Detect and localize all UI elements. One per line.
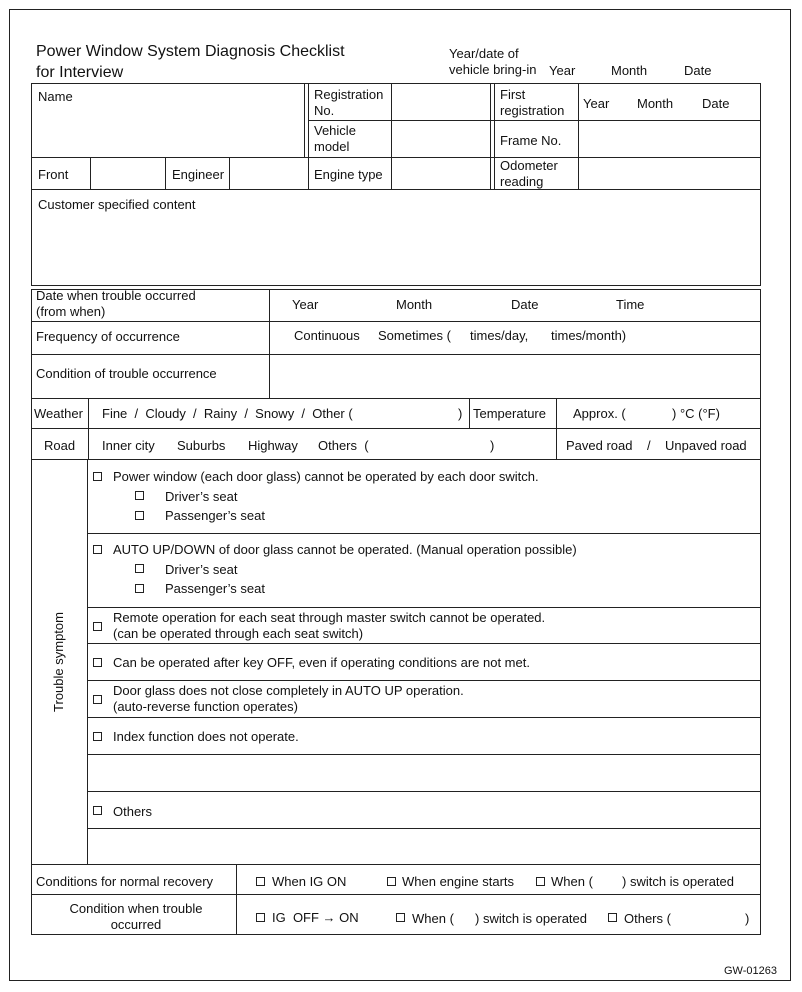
weather-options: Fine / Cloudy / Rainy / Snowy / Other ( — [102, 406, 353, 421]
temperature-label: Temperature — [473, 406, 546, 421]
first-registration-line-2: registration — [500, 103, 565, 119]
symptom-6-checkbox[interactable] — [93, 732, 102, 741]
trouble-date: Date — [511, 297, 539, 312]
bring-in-year: Year — [549, 63, 576, 78]
recovery-when-open: When ( — [551, 874, 593, 889]
symptom-2-checkbox[interactable] — [93, 545, 102, 554]
recovery-engine-starts-checkbox[interactable] — [387, 877, 396, 886]
road-others: Others ( — [318, 438, 369, 453]
trouble-occurred-line-2: occurred — [110, 917, 162, 933]
odometer-line-2: reading — [500, 174, 544, 190]
weather-label: Weather — [34, 406, 83, 421]
symptom-2-passenger-checkbox[interactable] — [135, 584, 144, 593]
trouble-month: Month — [396, 297, 433, 312]
bring-in-label — [449, 46, 536, 79]
symptom-2-passenger-text: Passenger’s seat — [165, 581, 265, 596]
first-registration-line-1: First — [500, 87, 526, 102]
symptom-4-text: Can be operated after key OFF, even if operating conditions are not met. — [113, 655, 530, 670]
occurred-when-open: When ( — [412, 911, 454, 926]
symptom-1-driver-checkbox[interactable] — [135, 491, 144, 500]
odometer-line-1: Odometer — [500, 158, 558, 173]
symptom-3-line-2: (can be operated through each seat switch) — [113, 626, 364, 642]
registration-no-label — [314, 87, 383, 120]
road-highway: Highway — [248, 438, 298, 453]
trouble-date-label — [36, 288, 196, 321]
symptom-5-text — [113, 683, 464, 716]
bring-in-date: Date — [684, 63, 712, 78]
occurred-ig-off-text: IG OFF → ON — [272, 910, 359, 925]
engineer-label: Engineer — [172, 167, 225, 182]
symptom-3-checkbox[interactable] — [93, 622, 102, 631]
title-line-2: for Interview — [36, 64, 124, 81]
frequency-continuous: Continuous — [294, 328, 360, 343]
name-label: Name — [38, 89, 73, 104]
first-registration-label — [500, 87, 564, 120]
recovery-ig-on-text: When IG ON — [272, 874, 347, 889]
temperature-unit: ) °C (°F) — [672, 406, 720, 421]
trouble-year: Year — [292, 297, 319, 312]
recovery-engine-starts-text: When engine starts — [402, 874, 515, 889]
weather-other-close: ) — [458, 406, 463, 421]
first-registration-date: Date — [702, 96, 730, 111]
symptom-3-text — [113, 610, 545, 643]
symptom-5-line-2: (auto-reverse function operates) — [113, 699, 298, 715]
vehicle-model-label — [314, 123, 356, 156]
first-registration-month: Month — [637, 96, 674, 111]
occurred-ig-off-checkbox[interactable] — [256, 913, 265, 922]
occurred-switch-operated: ) switch is operated — [475, 911, 587, 926]
trouble-occurred-label — [36, 901, 236, 934]
symptom-2-driver-checkbox[interactable] — [135, 564, 144, 573]
bring-in-label-line-1: Year/date of — [449, 46, 519, 61]
symptom-2-text: AUTO UP/DOWN of door glass cannot be operated. (Manual operation possible) — [113, 542, 577, 557]
checklist-title — [36, 41, 345, 83]
road-paved-unpaved: Paved road / Unpaved road — [566, 438, 747, 453]
recovery-ig-on-checkbox[interactable] — [256, 877, 265, 886]
occurred-others-close: ) — [745, 911, 750, 926]
symptom-4-checkbox[interactable] — [93, 658, 102, 667]
temperature-approx: Approx. ( — [573, 406, 626, 421]
vehicle-model-line-2: model — [314, 139, 350, 155]
symptom-1-checkbox[interactable] — [93, 472, 102, 481]
registration-no-line-2: No. — [314, 103, 335, 119]
trouble-date-line-1: Date when trouble occurred — [36, 288, 196, 303]
road-suburbs: Suburbs — [177, 438, 226, 453]
vehicle-model-line-1: Vehicle — [314, 123, 356, 138]
occurred-others-open: Others ( — [624, 911, 671, 926]
front-label: Front — [38, 167, 69, 182]
road-label: Road — [44, 438, 76, 453]
symptom-5-line-1: Door glass does not close completely in AUTO UP operation. — [113, 683, 464, 698]
road-inner-city: Inner city — [102, 438, 155, 453]
symptom-1-passenger-checkbox[interactable] — [135, 511, 144, 520]
occurred-switch-checkbox[interactable] — [396, 913, 405, 922]
frequency-times-day: times/day, — [470, 328, 529, 343]
symptom-1-driver-text: Driver’s seat — [165, 489, 238, 504]
road-others-close: ) — [490, 438, 495, 453]
bring-in-month: Month — [611, 63, 648, 78]
engine-type-label: Engine type — [314, 167, 383, 182]
registration-no-line-1: Registration — [314, 87, 384, 102]
trouble-symptom-side-label: Trouble symptom — [51, 612, 66, 712]
odometer-label — [500, 158, 558, 191]
frequency-times-month: times/month) — [551, 328, 627, 343]
symptom-1-text: Power window (each door glass) cannot be operated by each door switch. — [113, 469, 539, 484]
trouble-date-line-2: (from when) — [36, 304, 106, 320]
condition-occurrence-label: Condition of trouble occurrence — [36, 366, 217, 381]
customer-content-label: Customer specified content — [38, 197, 196, 212]
frequency-sometimes: Sometimes ( — [378, 328, 451, 343]
first-registration-year: Year — [583, 96, 610, 111]
symptom-2-driver-text: Driver’s seat — [165, 562, 238, 577]
symptom-others-text: Others — [113, 804, 153, 819]
frame-no-label: Frame No. — [500, 133, 562, 148]
frequency-label: Frequency of occurrence — [36, 329, 180, 344]
symptom-6-text: Index function does not operate. — [113, 729, 299, 744]
figure-code: GW-01263 — [724, 965, 777, 977]
symptom-5-checkbox[interactable] — [93, 695, 102, 704]
symptom-1-passenger-text: Passenger’s seat — [165, 508, 265, 523]
title-line-1: Power Window System Diagnosis Checklist — [36, 43, 345, 60]
occurred-others-checkbox[interactable] — [608, 913, 617, 922]
recovery-switch-checkbox[interactable] — [536, 877, 545, 886]
recovery-switch-operated: ) switch is operated — [622, 874, 734, 889]
symptom-3-line-1: Remote operation for each seat through master switch cannot be operated. — [113, 610, 546, 625]
normal-recovery-label: Conditions for normal recovery — [36, 874, 214, 889]
bring-in-label-line-2: vehicle bring-in — [449, 62, 537, 78]
trouble-time: Time — [616, 297, 645, 312]
trouble-occurred-line-1: Condition when trouble — [69, 901, 203, 916]
symptom-others-checkbox[interactable] — [93, 806, 102, 815]
